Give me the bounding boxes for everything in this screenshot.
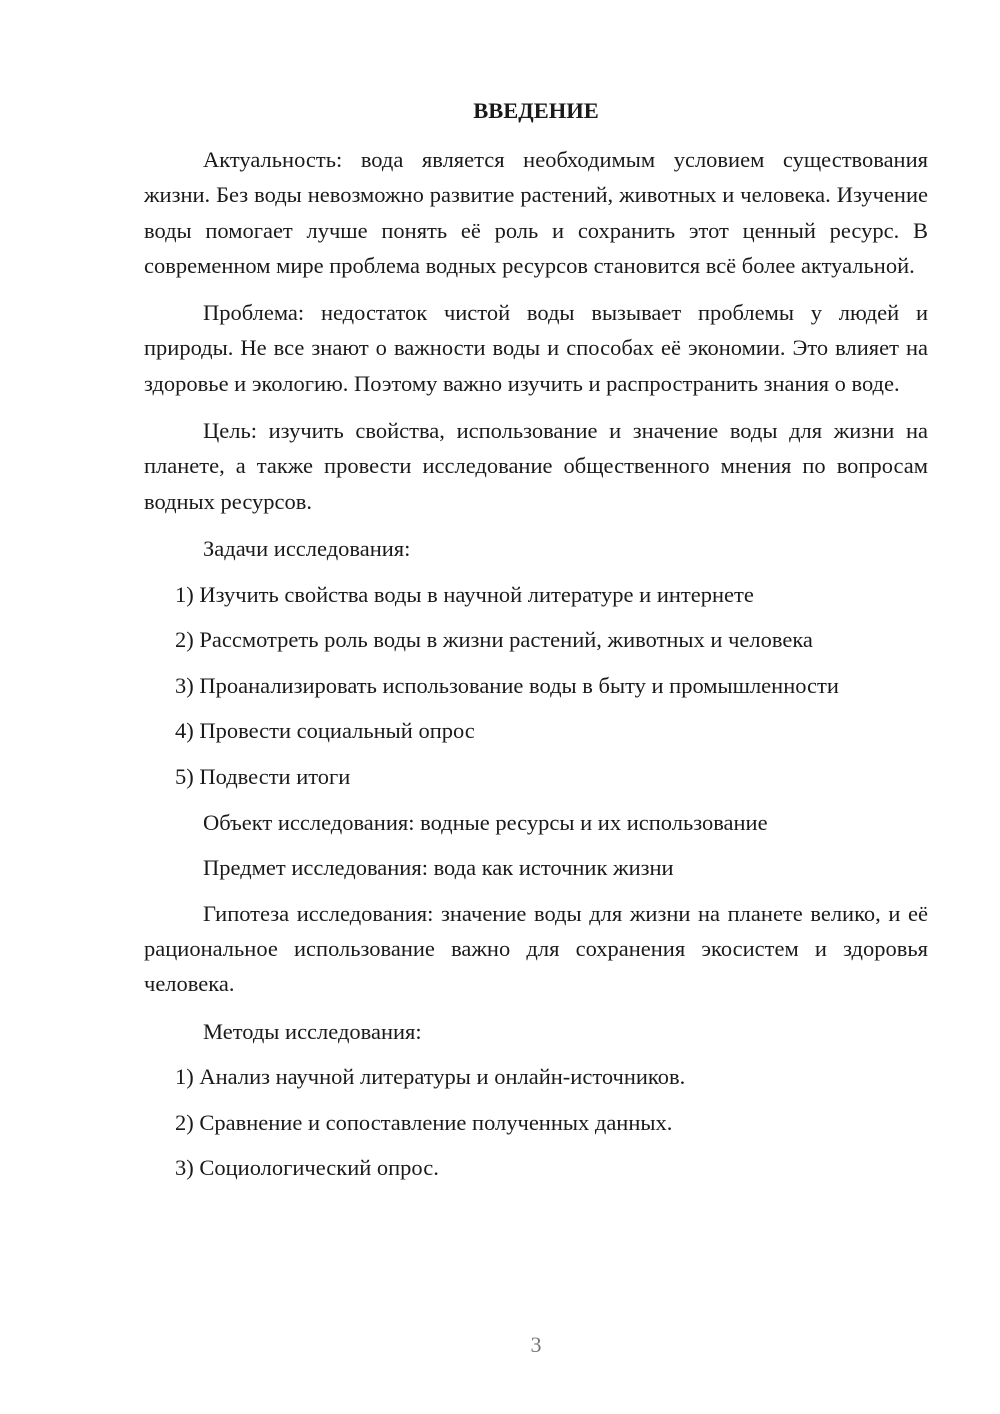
method-item: 3) Социологический опрос. xyxy=(175,1155,439,1181)
task-item: 2) Рассмотреть роль воды в жизни растений, животных и человека xyxy=(175,627,813,653)
method-item: 2) Сравнение и сопоставление полученных данных. xyxy=(175,1109,673,1135)
research-subject: Предмет исследования: вода как источник жизни xyxy=(203,855,674,881)
tasks-heading: Задачи исследования: xyxy=(203,535,411,561)
task-item: 3) Проанализировать использование воды в быту и промышленности xyxy=(175,672,839,698)
page-content xyxy=(144,94,928,1196)
hypothesis-paragraph: Гипотеза исследования: значение воды для жизни на планете велико, и её рациональное использование важно для сохранения экосистем и здоровья человека. xyxy=(144,900,928,997)
task-item: 5) Подвести итоги xyxy=(175,763,351,789)
problem-paragraph: Проблема: недостаток чистой воды вызывает проблемы у людей и природы. Не все знают о важности воды и способах её экономии. Это влияет на здоровье и экологию. Поэтому важно изучить и распространить знания о воде. xyxy=(144,300,928,396)
research-object: Объект исследования: водные ресурсы и их использование xyxy=(203,809,768,835)
page-number: 3 xyxy=(530,1332,542,1357)
task-item: 4) Провести социальный опрос xyxy=(175,718,475,744)
relevance-paragraph: Актуальность: вода является необходимым условием существования жизни. Без воды невозможно развитие растений, животных и человека. Изучение воды помогает лучше понять её роль и сохранить этот ценный ресурс. В современном мире проблема водных ресурсов становится всё более актуальной. xyxy=(144,147,928,278)
task-item: 1) Изучить свойства воды в научной литературе и интернете xyxy=(175,581,754,607)
goal-paragraph: Цель: изучить свойства, использование и значение воды для жизни на планете, а также провести исследование общественного мнения по вопросам водных ресурсов. xyxy=(144,418,928,514)
method-item: 1) Анализ научной литературы и онлайн-источников. xyxy=(175,1064,686,1090)
section-title: ВВЕДЕНИЕ xyxy=(473,98,599,123)
methods-heading: Методы исследования: xyxy=(203,1018,422,1044)
